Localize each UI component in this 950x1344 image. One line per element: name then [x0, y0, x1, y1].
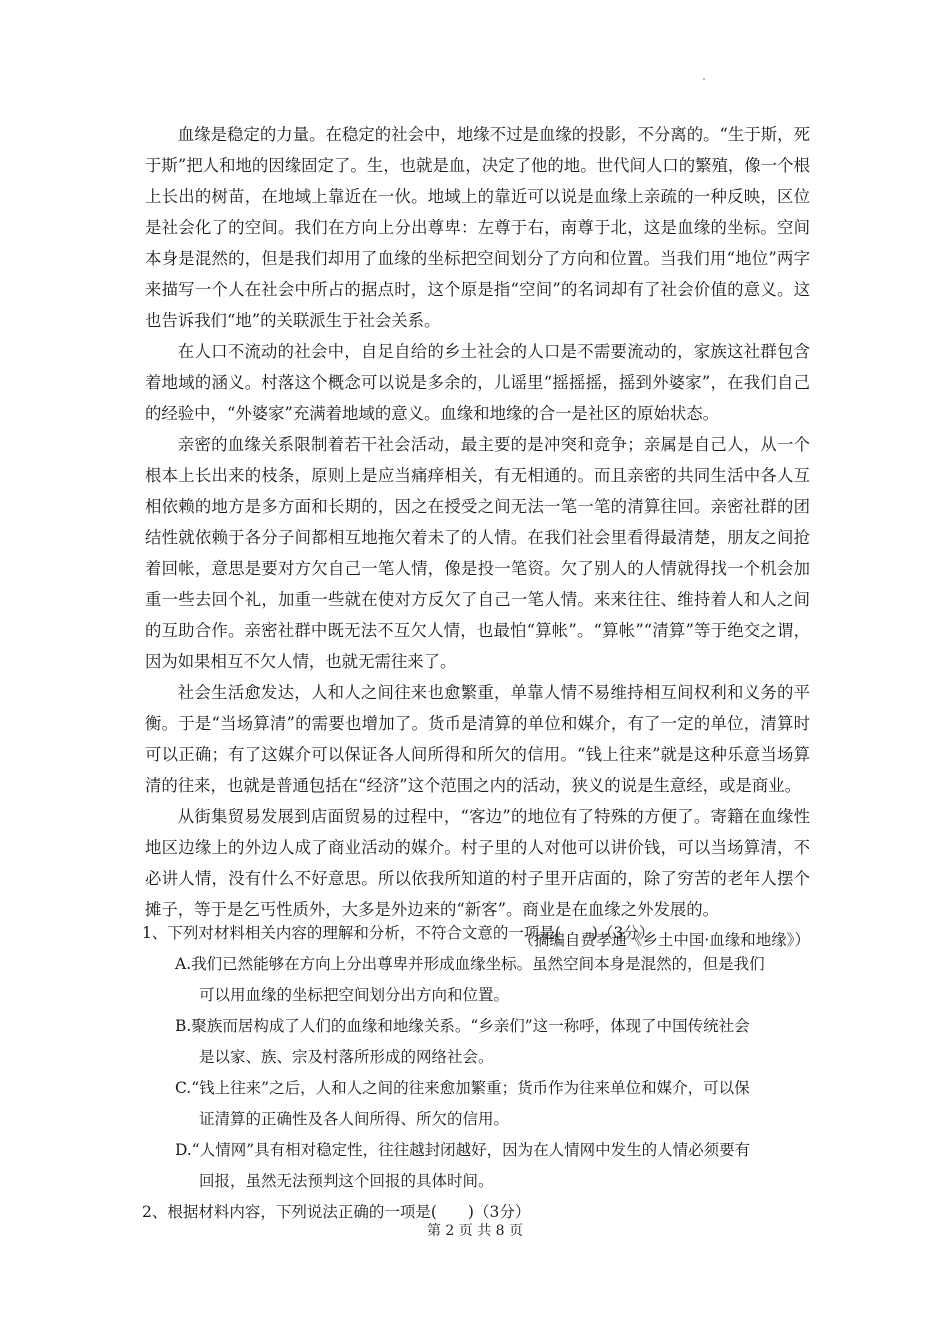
- paragraph-3: 亲密的血缘关系限制着若干社会活动，最主要的是冲突和竞争；亲属是自己人，从一个根本上长出来的枝条，原则上是应当痛痒相关，有无相通的。而且亲密的共同生活中各人互相依赖的地方是多方面和长期的，因之在授受之间无法一笔一笔的清算往回。亲密社群的团结性就依赖于各分子间都相互地拖欠着未了的人情。在我们社会里看得最清楚，朋友之间抢着回帐，意思是要对方欠自己一笔人情，像是投一笔资。欠了别人的人情就得找一个机会加重一些去回个礼，加重一些就在使对方反欠了自己一笔人情。来来往往、维持着人和人之间的互助合作。亲密社群中既无法不互欠人情，也最怕“算帐”。“算帐”“清算”等于绝交之谓，因为如果相互不欠人情，也就无需往来了。: [145, 435, 810, 671]
- option-b-line2: 是以家、族、宗及村落所形成的网络社会。: [199, 1048, 494, 1066]
- paragraph-1: 血缘是稳定的力量。在稳定的社会中，地缘不过是血缘的投影，不分离的。“生于斯，死于斯”把人和地的因缘固定了。生，也就是血，决定了他的地。世代间人口的繁殖，像一个根上长出的树苗，在地域上靠近在一伙。地域上的靠近可以说是血缘上亲疏的一种反映，区位是社会化了的空间。我们在方向上分出尊卑：左尊于右，南尊于北，这是血缘的坐标。空间本身是混然的，但是我们却用了血缘的坐标把空间划分了方向和位置。当我们用“地位”两字来描写一个人在社会中所占的据点时，这个原是指“空间”的名词却有了社会价值的意义。这也告诉我们“地”的关联派生于社会关系。: [145, 125, 810, 330]
- option-a-line1: A.我们已然能够在方向上分出尊卑并形成血缘坐标。虽然空间本身是混然的，但是我们: [175, 955, 765, 973]
- option-b-line1: B.聚族而居构成了人们的血缘和地缘关系。“乡亲们”这一称呼，体现了中国传统社会: [175, 1017, 750, 1035]
- question-2-stem: 2、根据材料内容，下列说法正确的一项是( )（3分）: [142, 1203, 531, 1221]
- scan-speck: [703, 78, 705, 80]
- question-1-stem: 1、下列对材料相关内容的理解和分析，不符合文意的一项是( )（3分）: [142, 924, 655, 942]
- option-d-line1: D.“人情网”具有相对稳定性，往往越封闭越好，因为在人情网中发生的人情必须要有: [175, 1141, 751, 1159]
- option-c-line1: C.“钱上往来”之后，人和人之间的往来愈加繁重；货币作为往来单位和媒介，可以保: [175, 1079, 750, 1097]
- page-footer: 第 2 页 共 8 页: [426, 1223, 524, 1239]
- question-1-option-c: [175, 1073, 825, 1135]
- question-1-option-a: [175, 949, 825, 1011]
- paragraph-5: 从街集贸易发展到店面贸易的过程中，“客边”的地位有了特殊的方便了。寄籍在血缘性地区边缘上的外边人成了商业活动的媒介。村子里的人对他可以讲价钱，可以当场算清，不必讲人情，没有什么不好意思。所以依我所知道的村子里开店面的，除了穷苦的老年人摆个摊子，等于是乞丐性质外，大多是外边来的“新客”。商业是在血缘之外发展的。: [145, 807, 810, 919]
- article-body: [145, 119, 810, 956]
- option-c-line2: 证清算的正确性及各人间所得、所欠的信用。: [199, 1110, 510, 1128]
- question-1-option-b: [175, 1011, 825, 1073]
- paragraph-2: 在人口不流动的社会中，自足自给的乡土社会的人口是不需要流动的，家族这社群包含着地域的涵义。村落这个概念可以说是多余的，儿谣里“摇摇摇，摇到外婆家”，在我们自己的经验中，“外婆家”充满着地域的意义。血缘和地缘的合一是社区的原始状态。: [145, 342, 810, 423]
- source-citation: （摘编自费孝通《乡土中国·血缘和地缘》）: [518, 931, 810, 949]
- option-a-line2: 可以用血缘的坐标把空间划分出方向和位置。: [199, 986, 510, 1004]
- question-1-option-d: [175, 1135, 825, 1197]
- option-d-line2: 回报，虽然无法预判这个回报的具体时间。: [199, 1172, 494, 1190]
- paragraph-4: 社会生活愈发达，人和人之间往来也愈繁重，单靠人情不易维持相互间权利和义务的平衡。于是“当场算清”的需要也增加了。货币是清算的单位和媒介，有了一定的单位，清算时可以正确；有了这媒介可以保证各人间所得和所欠的信用。“钱上往来”就是这种乐意当场算清的往来，也就是普通包括在“经济”这个范围之内的活动，狭义的说是生意经，或是商业。: [145, 683, 810, 795]
- questions-section: [142, 918, 825, 1228]
